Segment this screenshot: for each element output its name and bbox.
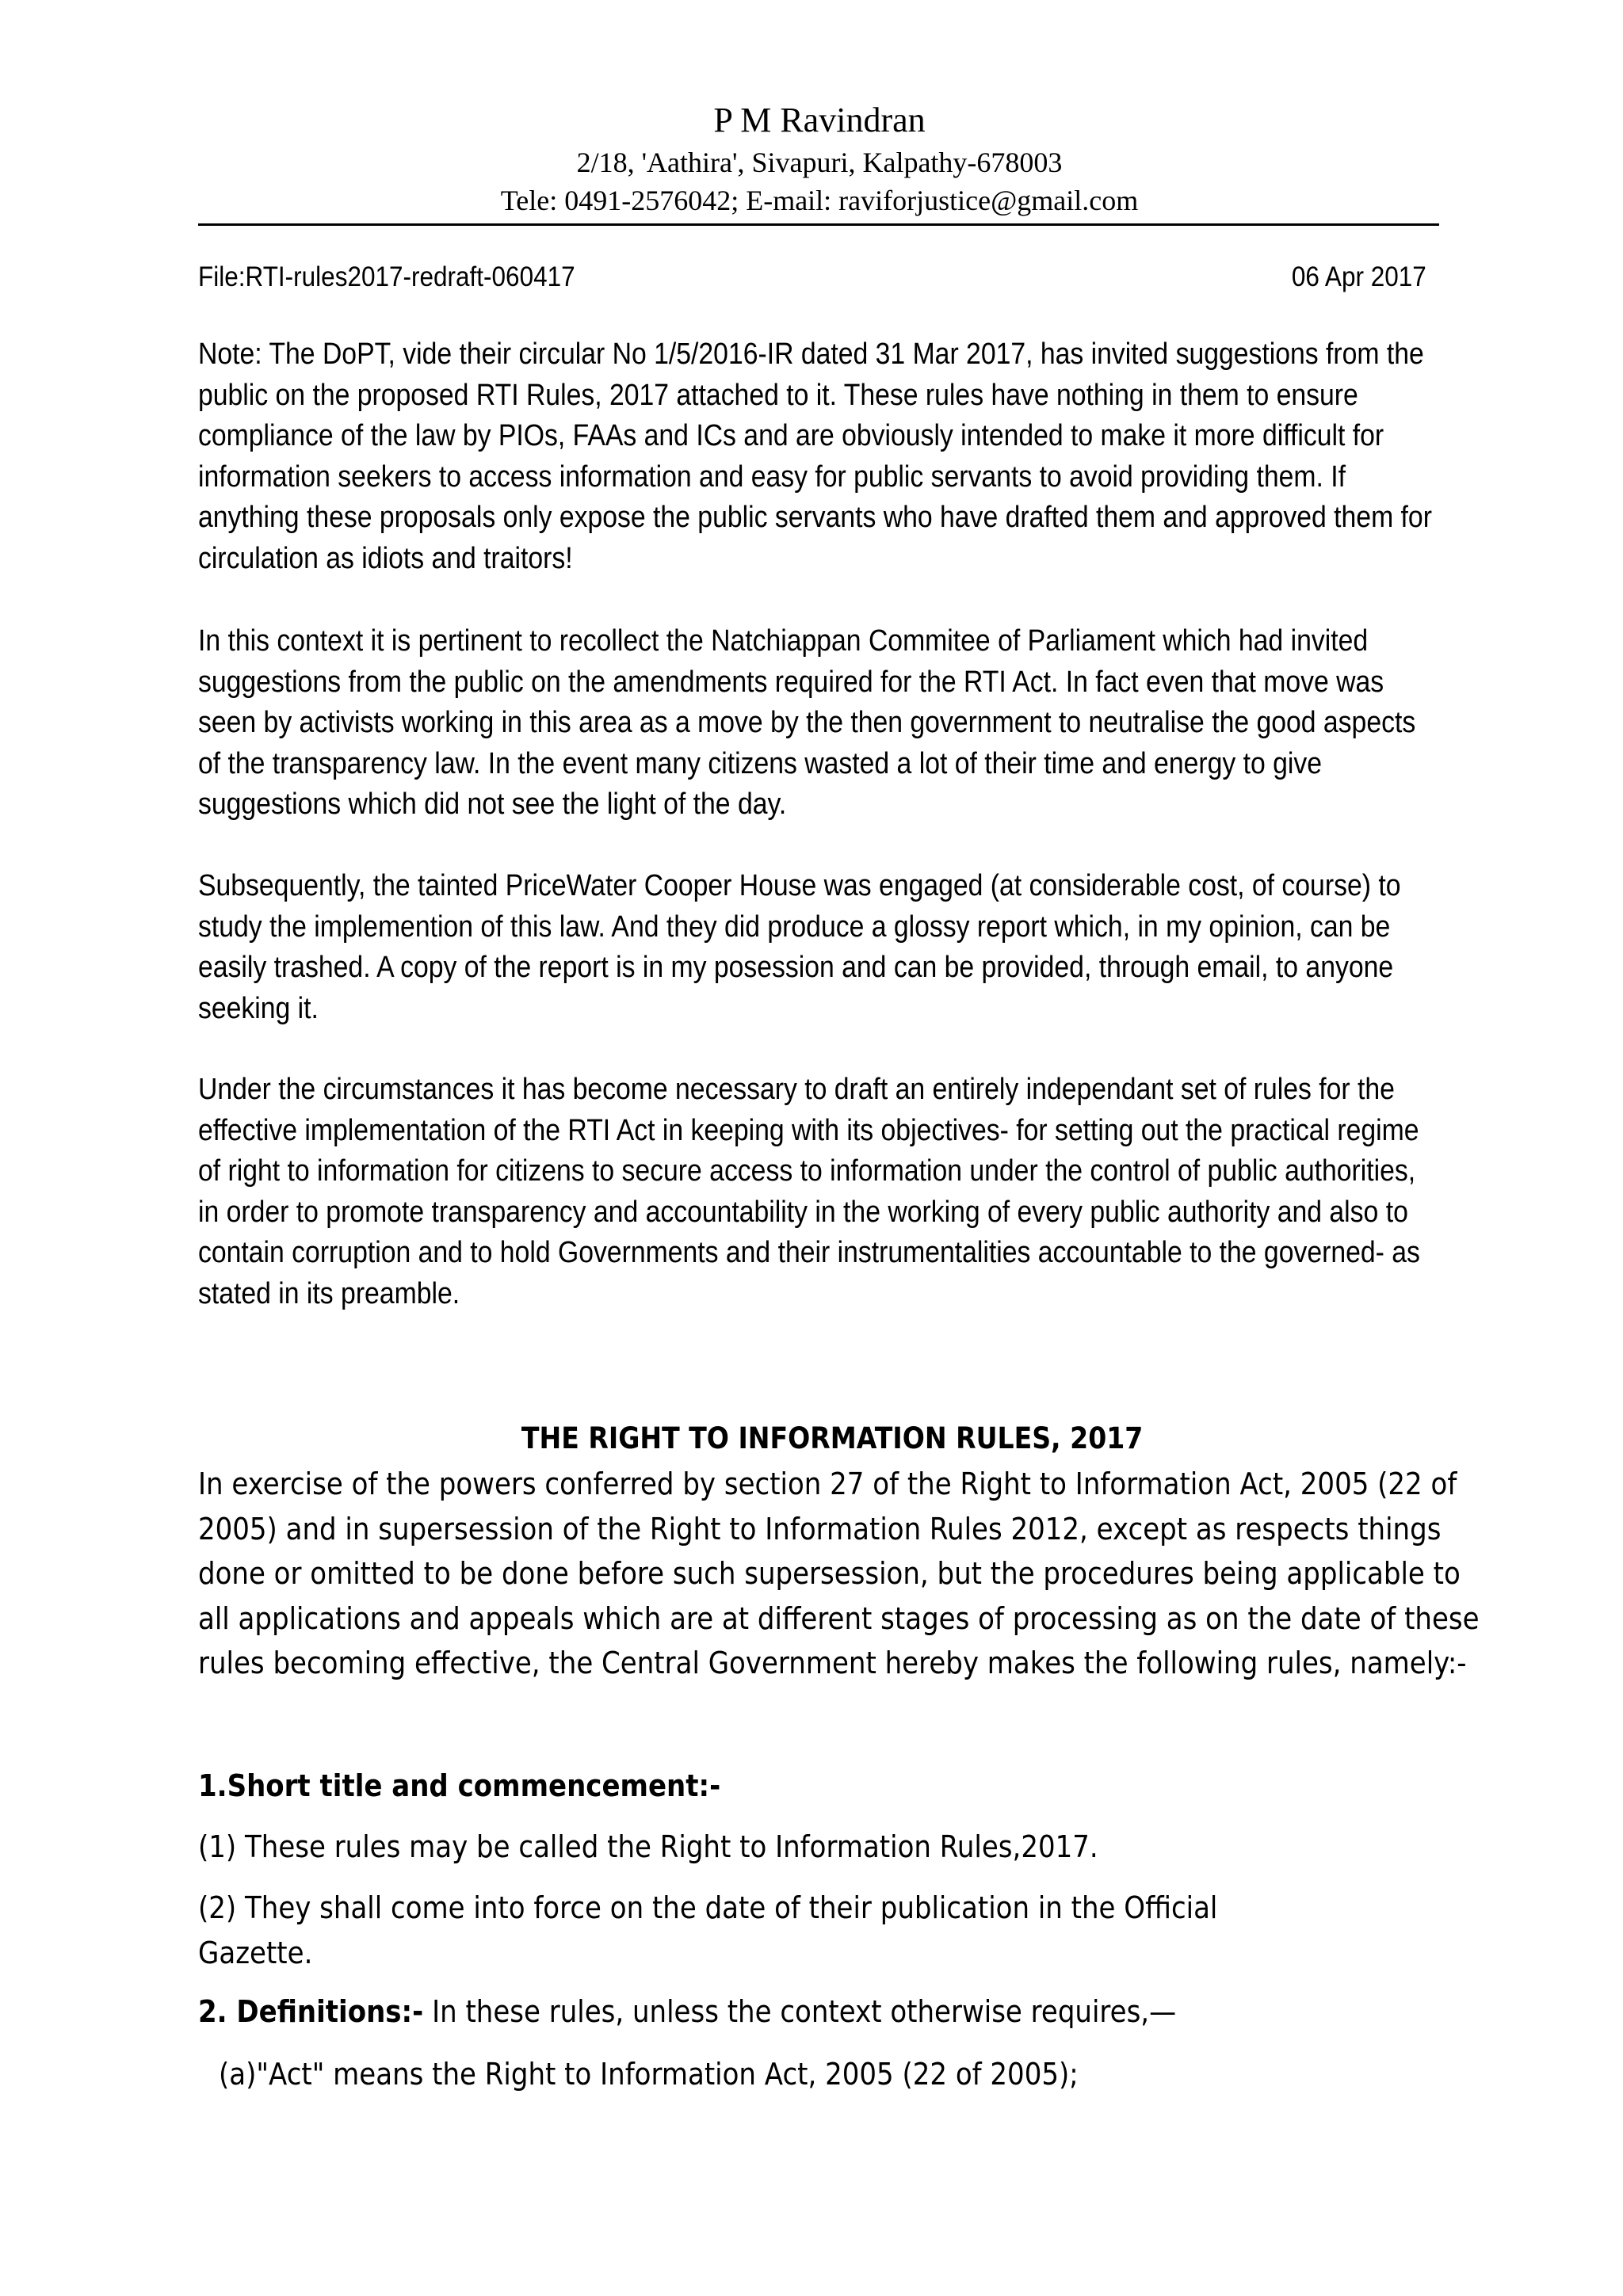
section-2-item-a: (a)"Act" means the Right to Information Act, 2005 (22 of 2005); [219,2057,1079,2092]
note-paragraph: Note: The DoPT, vide their circular No 1/5/2016-IR dated 31 Mar 2017, has invited suggestions from the public on the proposed RTI Rules, 2017 attached to it. These rules have nothing in them to ensure compliance of the law by PIOs, FAAs and ICs and are obviously intended to make it more difficult for information seekers to access information and easy for public servants to avoid providing them. If anything these proposals only expose the public servants who have drafted them and approved them for circulation as idiots and traitors! [198,338,1432,575]
section-1-item-2: (2) They shall come into force on the date of their publication in the Official Gazette. [198,1890,1218,1970]
rules-preamble: In exercise of the powers conferred by section 27 of the Right to Information Act, 2005 (22 of 2005) and in supersession of the Right to Information Rules 2012, except as respects things done or omitted to be done before such supersession, but the procedures being applicable to all applications and appeals which are at different stages of processing as on the date of these rules becoming effective, the Central Government hereby makes the following rules, namely:- [198,1466,1480,1680]
document-date: 06 Apr 2017 [1292,261,1426,292]
section-2-heading: 2. Definitions:- [198,1994,424,2029]
letterhead-address: 2/18, 'Aathira', Sivapuri, Kalpathy-678003 [576,147,1063,178]
section-2-heading-line [198,1989,1333,2035]
section-2-intro: In these rules, unless the context otherwise requires,— [423,1994,1177,2029]
letterhead-name: P M Ravindran [713,101,926,139]
context-paragraph: In this context it is pertinent to recollect the Natchiappan Commitee of Parliament which had invited suggestions from the public on the amendments required for the RTI Act. In fact even that move was seen by activists working in this area as a move by the then government to neutralise the good aspects of the transparency law. In the event many citizens wasted a lot of their time and energy to give suggestions which did not see the light of the day. [198,624,1416,821]
section-1-item-1: (1) These rules may be called the Right to Information Rules,2017. [198,1829,1098,1864]
letterhead-contact: Tele: 0491-2576042; E-mail: raviforjustice@gmail.com [500,185,1139,216]
file-reference: File:RTI-rules2017-redraft-060417 [198,261,575,292]
circumstances-paragraph: Under the circumstances it has become necessary to draft an entirely independant set of rules for the effective implementation of the RTI Act in keeping with its objectives- for setting out the practical regime of right to information for citizens to secure access to information under the control of public authorities, in order to promote transparency and accountability in the working of every public authority and also to contain corruption and to hold Governments and their instrumentalities accountable to the governed- as stated in its preamble. [198,1073,1420,1310]
section-1-heading: 1.Short title and commencement:- [198,1768,721,1803]
pwc-paragraph: Subsequently, the tainted PriceWater Cooper House was engaged (at considerable cost, of course) to study the implemention of this law. And they did produce a glossy report which, in my opinion, can be easily trashed. A copy of the report is in my posession and can be provided, through email, to anyone seeking it. [198,869,1401,1025]
rules-title: THE RIGHT TO INFORMATION RULES, 2017 [521,1421,1144,1455]
letterhead-divider [198,223,1439,226]
